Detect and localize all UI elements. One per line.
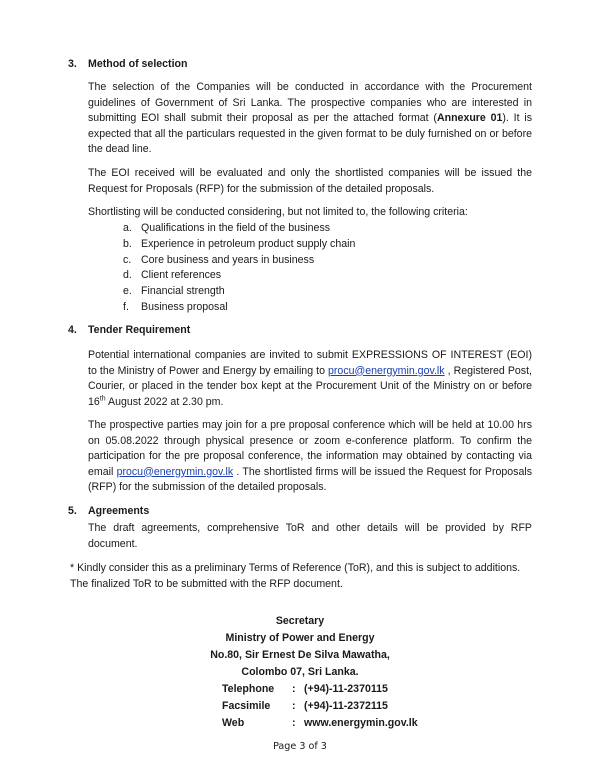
email-link[interactable]: procu@energymin.gov.lk — [116, 465, 234, 478]
preliminary-note — [70, 561, 535, 592]
list-text: Business proposal — [141, 300, 228, 313]
list-item — [123, 221, 355, 237]
list-marker: d. — [123, 269, 132, 282]
section-number: 3. — [68, 58, 77, 70]
section-number: 5. — [68, 505, 77, 517]
list-marker: c. — [123, 253, 132, 266]
list-marker: b. — [123, 237, 132, 250]
contact-web — [222, 715, 418, 732]
contact-value: (+94)-11-2370115 — [304, 683, 388, 695]
list-text: Client references — [141, 269, 222, 282]
section-title: Agreements — [88, 505, 150, 517]
contact-label: Telephone — [222, 683, 275, 695]
section-5-paragraph-1 — [88, 521, 532, 552]
list-text: Core business and years in business — [141, 253, 315, 266]
text: The prospective parties may join for a pre proposal conference which will be held at 10.00 hrs on 05.08.2022 through physical presence or zoom e-conference platform. To confirm the participation for the pre proposal conference, the information may obtained by contacting via email — [88, 419, 532, 478]
contact-facsimile — [222, 698, 388, 715]
annexure-ref: Annexure 01 — [436, 112, 503, 124]
separator: : — [292, 683, 296, 695]
criteria-list — [123, 221, 355, 316]
list-marker: e. — [123, 285, 132, 298]
section-3-paragraph-3 — [88, 205, 532, 221]
text: , Registered Post, Courier, or placed in the tender box kept at the Procurement Unit of the Ministry on or before 16 — [88, 364, 532, 408]
list-text: Qualifications in the field of the business — [141, 222, 331, 234]
contact-label: Facsimile — [222, 700, 271, 712]
email-link[interactable]: procu@energymin.gov.lk — [328, 364, 445, 377]
section-title: Tender Requirement — [88, 324, 191, 336]
section-title: Method of selection — [88, 58, 188, 70]
address-line: No.80, Sir Ernest De Silva Mawatha, — [210, 649, 390, 661]
section-4-paragraph-2 — [88, 418, 532, 496]
list-item — [123, 253, 355, 269]
text: The selection of the Companies will be conducted in accordance with the Procurement guidelines of Government of Sri Lanka. The prospective companies who are interested in submitting EOI shall submit their proposal as per the attached format ( — [88, 81, 532, 124]
list-text: Financial strength — [141, 285, 225, 298]
text: * Kindly consider this as a preliminary Terms of Reference (ToR), and this is subject to additions. The finalized ToR to be submitted with the RFP document. — [70, 562, 521, 590]
list-item — [123, 268, 355, 284]
section-5-heading — [68, 505, 149, 517]
contact-label: Web — [222, 717, 245, 729]
text: . The shortlisted firms will be issued the Request for Proposals (RFP) for the submission of the detailed proposals. — [88, 465, 532, 493]
section-4-paragraph-1 — [88, 348, 532, 410]
text: August 2022 at 2.30 pm. — [105, 395, 224, 408]
text: ). It is expected that all the particulars requested in the given format to be duly furnished on or before the dead line. — [88, 112, 533, 155]
contact-telephone — [222, 681, 388, 698]
contact-value: (+94)-11-2372115 — [304, 700, 388, 712]
address-line: Colombo 07, Sri Lanka. — [241, 666, 359, 678]
separator: : — [292, 700, 296, 712]
ordinal-suffix: th — [99, 394, 106, 402]
text: Potential international companies are invited to submit EXPRESSIONS OF INTEREST (EOI) to the Ministry of Power and Energy by emailing to — [88, 349, 532, 377]
section-4-heading — [68, 324, 190, 336]
section-3-heading — [68, 58, 187, 70]
section-3-paragraph-1 — [88, 80, 532, 158]
text: Shortlisting will be conducted considering, but not limited to, the following criteria: — [88, 206, 468, 218]
section-3-paragraph-2 — [88, 166, 532, 197]
list-text: Experience in petroleum product supply chain — [141, 237, 356, 250]
list-marker: a. — [123, 222, 132, 234]
list-item — [123, 237, 355, 253]
separator: : — [292, 717, 296, 729]
ministry-name: Ministry of Power and Energy — [225, 632, 375, 644]
list-item — [123, 300, 355, 316]
signatory-title: Secretary — [275, 615, 325, 627]
contact-value: www.energymin.gov.lk — [304, 717, 418, 729]
list-marker: f. — [123, 300, 129, 313]
list-item — [123, 284, 355, 300]
page-number: Page 3 of 3 — [273, 741, 327, 752]
text: The draft agreements, comprehensive ToR and other details will be provided by RFP document. — [88, 522, 532, 550]
signature-block — [0, 613, 600, 729]
section-number: 4. — [68, 324, 77, 336]
text: The EOI received will be evaluated and only the shortlisted companies will be issued the Request for Proposals (RFP) for the submission of the detailed proposals. — [88, 167, 532, 195]
